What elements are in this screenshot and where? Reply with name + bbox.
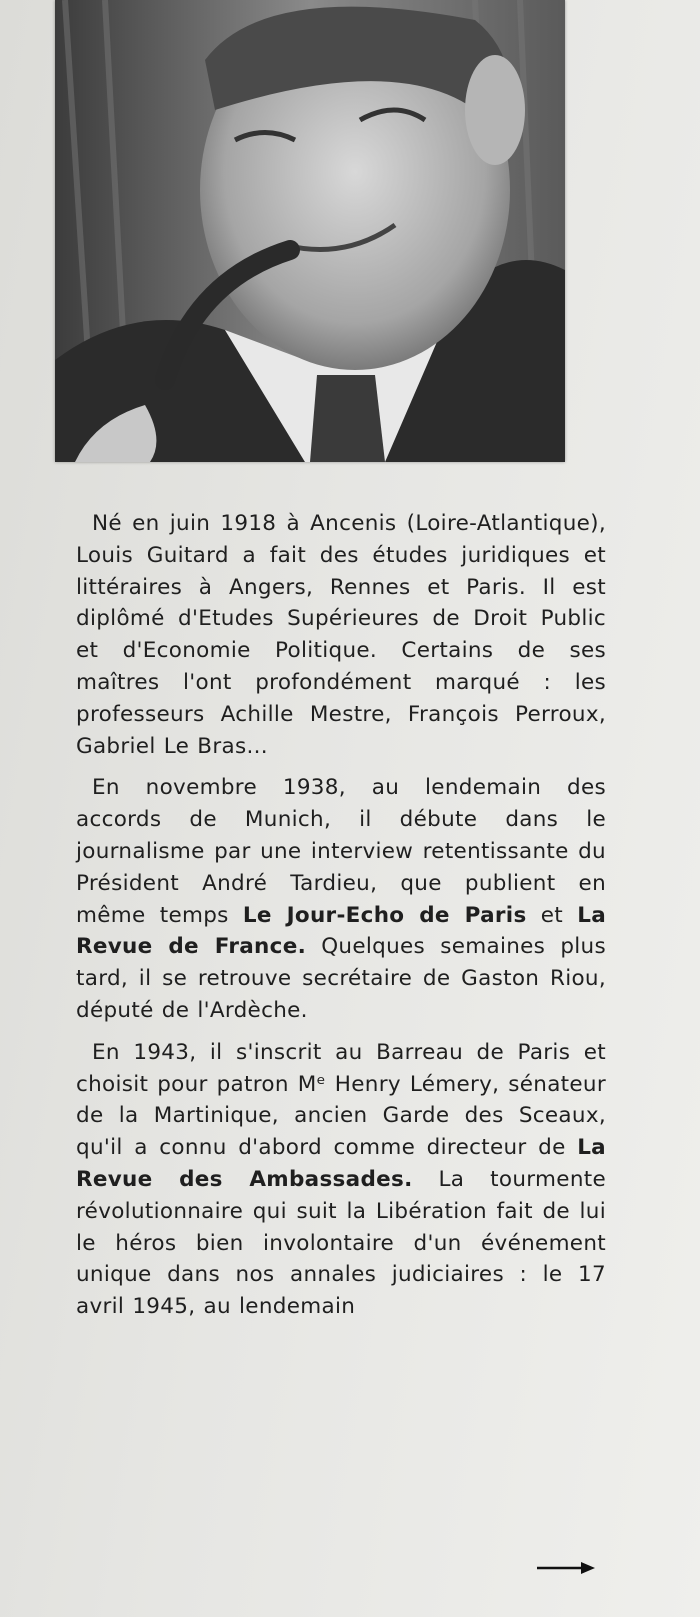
paragraph-text: En novembre 1938, au lendemain des accords de Munich, il débute dans le journalisme par une interview retentissante du Président André Tardieu, que publient en même temps xyxy=(76,775,606,928)
biography-text xyxy=(76,508,606,1333)
publication-title: La Revue de France. xyxy=(76,902,607,960)
paragraph-bar-career xyxy=(76,1037,606,1323)
portrait-photo-image xyxy=(55,0,565,462)
portrait-photo xyxy=(55,0,565,462)
paragraph-journalism xyxy=(76,772,606,1026)
paragraph-text: et xyxy=(526,902,578,928)
paragraph-text: En 1943, il s'inscrit au Barreau de Paris et choisit pour patron Mᵉ Henry Lémery, sénateur de la Martinique, ancien Garde des Sceaux, qu'il a connu d'abord comme directeur de xyxy=(76,1039,606,1161)
paragraph-text: La tourmente révolutionnaire qui suit la Libération fait de lui le héros bien involontaire d'un événement unique dans nos annales judiciaires : le 17 avril 1945, au lendemain xyxy=(76,1166,606,1320)
paragraph-text: Né en juin 1918 à Ancenis (Loire-Atlantique), Louis Guitard a fait des études juridiques et littéraires à Angers, Rennes et Paris. Il est diplômé d'Etudes Supérieures de Droit Public et d'Economie Politique. Certains de ses maîtres l'ont profondément marqué : les professeurs Achille Mestre, François Perroux, Gabriel Le Bras... xyxy=(76,511,606,759)
paragraph-birth-studies xyxy=(76,508,606,762)
right-arrow-icon xyxy=(537,1560,597,1576)
publication-title: Le Jour-Echo de Paris xyxy=(242,902,527,928)
paragraph-text: Quelques semaines plus tard, il se retrouve secrétaire de Gaston Riou, député de l'Ardèche. xyxy=(76,934,606,1023)
publication-title: La Revue des Ambassades. xyxy=(76,1135,606,1192)
